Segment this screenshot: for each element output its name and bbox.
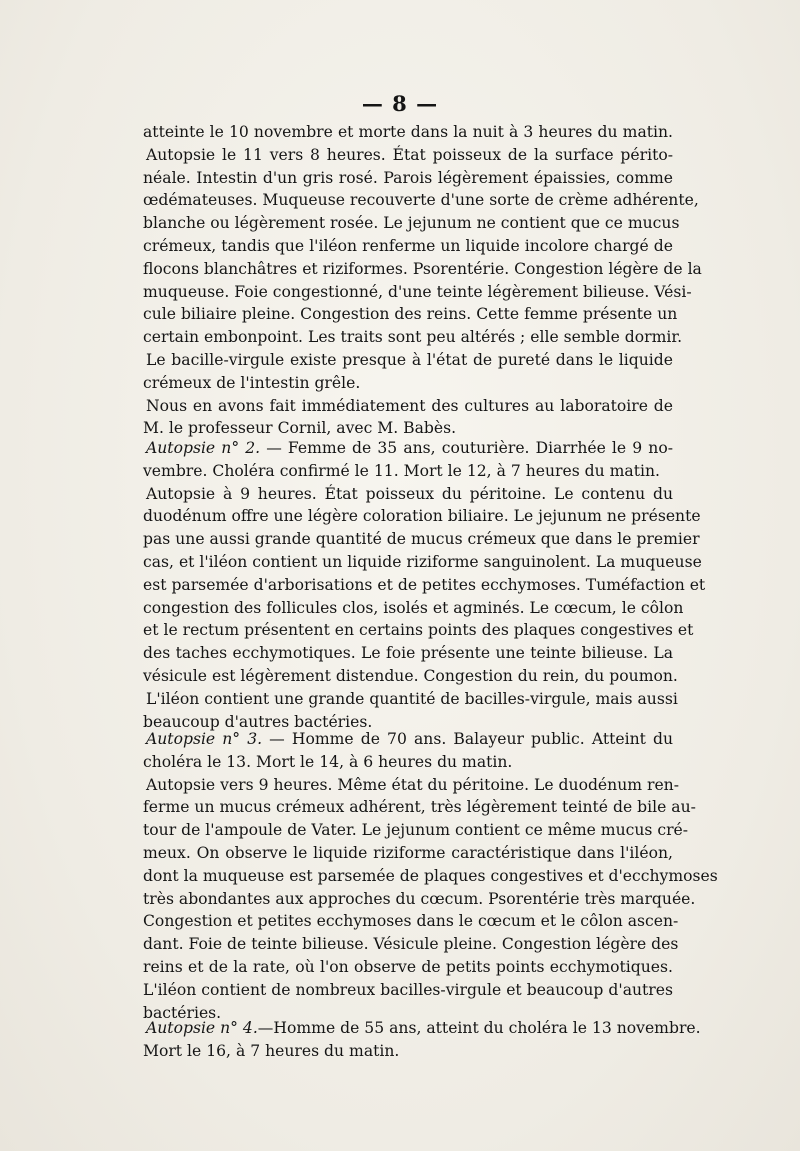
paragraph-line: et le rectum présentent en certains points des plaques congestives et — [143, 621, 694, 640]
paragraph-line: flocons blanchâtres et riziformes. Psorentérie. Congestion légère de la — [143, 259, 702, 278]
paragraph-line: Mort le 16, à 7 heures du matin. — [143, 1041, 400, 1060]
paragraph-line: certain embonpoint. Les traits sont peu altérés ; elle semble dormir. — [143, 328, 683, 347]
autopsie-title: Autopsie n° 4. — [146, 1019, 258, 1037]
paragraph-line: crémeux, tandis que l'iléon renferme un liquide incolore chargé de — [143, 236, 673, 255]
paragraph-line: Autopsie le 11 vers 8 heures. État poisseux de la surface périto- — [146, 145, 673, 164]
page-number: — 8 — — [361, 91, 439, 116]
paragraph-line: L'iléon contient une grande quantité de bacilles-virgule, mais aussi — [146, 689, 678, 708]
paragraph-line: crémeux de l'intestin grêle. — [143, 373, 361, 392]
paragraph-line: Le bacille-virgule existe presque à l'état de pureté dans le liquide — [146, 350, 673, 369]
paragraph-line: ferme un mucus crémeux adhérent, très légèrement teinté de bile au- — [143, 798, 696, 817]
paragraph-line: est parsemée d'arborisations et de petites ecchymoses. Tuméfaction et — [143, 575, 706, 594]
paragraph-line: dont la muqueuse est parsemée de plaques congestives et d'ecchymoses — [143, 866, 718, 885]
paragraph-line: atteinte le 10 novembre et morte dans la nuit à 3 heures du matin. — [143, 123, 673, 141]
autopsie-title: Autopsie n° 3. — [146, 730, 263, 748]
paragraph-line: tour de l'ampoule de Vater. Le jejunum contient ce même mucus cré- — [143, 821, 689, 840]
paragraph-line: Autopsie vers 9 heures. Même état du péritoine. Le duodénum ren- — [146, 775, 679, 794]
paragraph-line: Autopsie à 9 heures. État poisseux du péritoine. Le contenu du — [146, 484, 673, 503]
paragraph-line: beaucoup d'autres bactéries. — [143, 712, 373, 731]
text-section-autopsie-1 — [143, 121, 702, 440]
autopsie-title: Autopsie n° 2. — [146, 439, 261, 457]
autopsie-heading-rest: — Homme de 70 ans. Balayeur public. Atteint du — [262, 730, 673, 748]
autopsie-heading-line — [143, 437, 673, 460]
paragraph-line: cule biliaire pleine. Congestion des reins. Cette femme présente un — [143, 305, 678, 324]
paragraph-line: choléra le 13. Mort le 14, à 6 heures du matin. — [143, 752, 513, 771]
paragraph-line: œdémateuses. Muqueuse recouverte d'une sorte de crème adhérente, — [143, 191, 699, 210]
paragraph-line: Congestion et petites ecchymoses dans le cœcum et le côlon ascen- — [143, 912, 679, 931]
paragraph-line: reins et de la rate, où l'on observe de petits points ecchymotiques. — [143, 957, 673, 976]
paragraph-line: blanche ou légèrement rosée. Le jejunum ne contient que ce mucus — [143, 214, 680, 233]
paragraph-line: muqueuse. Foie congestionné, d'une teinte légèrement bilieuse. Vési- — [143, 282, 692, 301]
paragraph-line: cas, et l'iléon contient un liquide riziforme sanguinolent. La muqueuse — [143, 552, 702, 571]
autopsie-heading-rest: — Femme de 35 ans, couturière. Diarrhée le 9 no- — [260, 439, 673, 457]
paragraph-line: très abondantes aux approches du cœcum. Psorentérie très marquée. — [143, 889, 696, 908]
paragraph-line: pas une aussi grande quantité de mucus crémeux que dans le premier — [143, 530, 700, 549]
autopsie-heading-rest: —Homme de 55 ans, atteint du choléra le 13 novembre. — [257, 1019, 701, 1037]
paragraph-line: L'iléon contient de nombreux bacilles-virgule et beaucoup d'autres — [143, 980, 673, 999]
paragraph-line: des taches ecchymotiques. Le foie présente une teinte bilieuse. La — [143, 644, 673, 663]
text-section-autopsie-4 — [143, 1017, 701, 1063]
text-section-autopsie-3 — [143, 728, 718, 1024]
paragraph-line: duodénum offre une légère coloration biliaire. Le jejunum ne présente — [143, 507, 701, 526]
paragraph-line: néale. Intestin d'un gris rosé. Parois légèrement épaissies, comme — [143, 168, 673, 187]
autopsie-heading-line — [143, 728, 673, 751]
paragraph-line: dant. Foie de teinte bilieuse. Vésicule pleine. Congestion légère des — [143, 935, 679, 954]
paragraph-line: M. le professeur Cornil, avec M. Babès. — [143, 419, 457, 438]
paragraph-line: congestion des follicules clos, isolés et agminés. Le cœcum, le côlon — [143, 598, 684, 617]
paragraph-line: vembre. Choléra confirmé le 11. Mort le 12, à 7 heures du matin. — [143, 461, 660, 480]
autopsie-heading-line — [143, 1017, 701, 1040]
text-section-autopsie-2 — [143, 437, 706, 733]
paragraph-line: meux. On observe le liquide riziforme caractéristique dans l'iléon, — [143, 843, 673, 862]
paragraph-line: vésicule est légèrement distendue. Congestion du rein, du poumon. — [143, 666, 678, 685]
paragraph-line: bactéries. — [143, 1003, 222, 1022]
paragraph-line: Nous en avons fait immédiatement des cultures au laboratoire de — [146, 396, 673, 415]
